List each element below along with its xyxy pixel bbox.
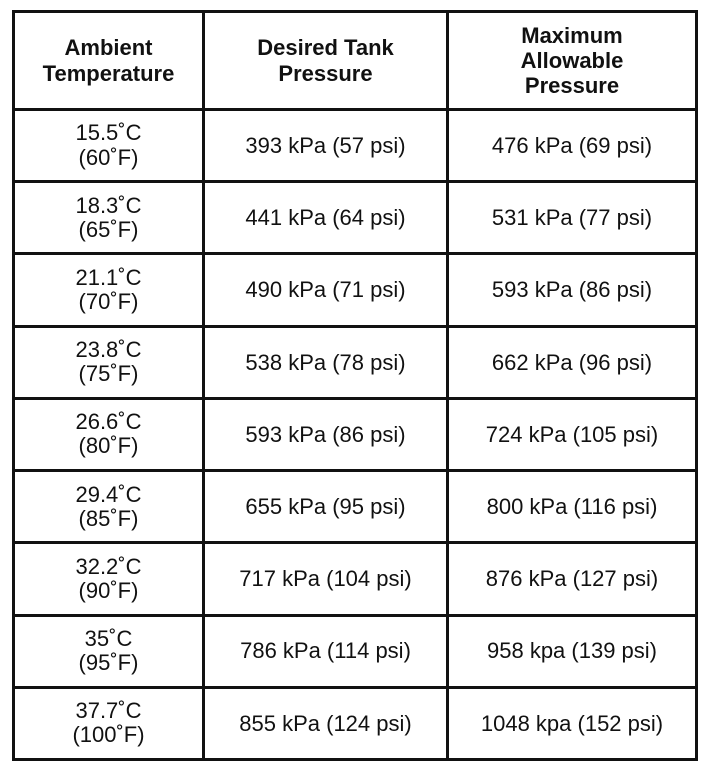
table-row [14,254,697,326]
ambient-temperature-cell: 21.1˚C (70˚F) [14,254,204,326]
table-row [14,326,697,398]
table-row [14,182,697,254]
ambient-temperature-cell: 18.3˚C (65˚F) [14,182,204,254]
header-ambient-temperature: Ambient Temperature [14,12,204,110]
header-desired-tank-pressure: Desired Tank Pressure [204,12,448,110]
desired-pressure-cell: 593 kPa (86 psi) [204,398,448,470]
desired-pressure-cell: 855 kPa (124 psi) [204,687,448,759]
desired-pressure-cell: 717 kPa (104 psi) [204,543,448,615]
maximum-pressure-cell: 958 kpa (139 psi) [448,615,697,687]
desired-pressure-cell: 538 kPa (78 psi) [204,326,448,398]
ambient-temperature-cell: 32.2˚C (90˚F) [14,543,204,615]
table-row [14,471,697,543]
desired-pressure-cell: 393 kPa (57 psi) [204,110,448,182]
pressure-table [12,10,698,761]
ambient-temperature-cell: 26.6˚C (80˚F) [14,398,204,470]
maximum-pressure-cell: 476 kPa (69 psi) [448,110,697,182]
ambient-temperature-cell: 23.8˚C (75˚F) [14,326,204,398]
desired-pressure-cell: 786 kPa (114 psi) [204,615,448,687]
desired-pressure-cell: 655 kPa (95 psi) [204,471,448,543]
header-row [14,12,697,110]
table-row [14,543,697,615]
ambient-temperature-cell: 37.7˚C (100˚F) [14,687,204,759]
maximum-pressure-cell: 1048 kpa (152 psi) [448,687,697,759]
pressure-table-container [12,10,695,761]
maximum-pressure-cell: 662 kPa (96 psi) [448,326,697,398]
desired-pressure-cell: 490 kPa (71 psi) [204,254,448,326]
table-row [14,110,697,182]
maximum-pressure-cell: 800 kPa (116 psi) [448,471,697,543]
maximum-pressure-cell: 531 kPa (77 psi) [448,182,697,254]
maximum-pressure-cell: 724 kPa (105 psi) [448,398,697,470]
maximum-pressure-cell: 876 kPa (127 psi) [448,543,697,615]
table-row [14,398,697,470]
desired-pressure-cell: 441 kPa (64 psi) [204,182,448,254]
ambient-temperature-cell: 29.4˚C (85˚F) [14,471,204,543]
ambient-temperature-cell: 35˚C (95˚F) [14,615,204,687]
ambient-temperature-cell: 15.5˚C (60˚F) [14,110,204,182]
table-row [14,615,697,687]
maximum-pressure-cell: 593 kPa (86 psi) [448,254,697,326]
header-maximum-allowable-pressure: Maximum Allowable Pressure [448,12,697,110]
table-row [14,687,697,759]
